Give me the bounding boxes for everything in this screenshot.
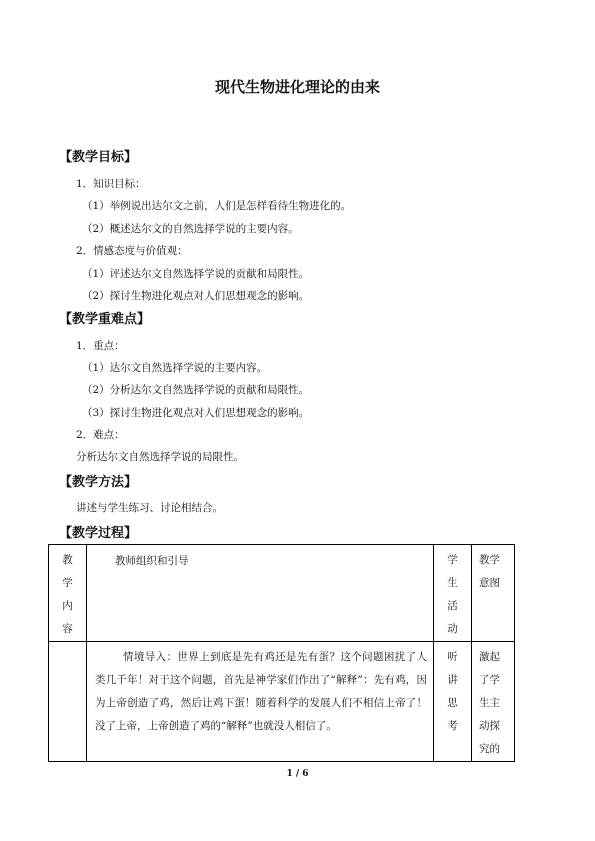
section-heading-methods: 【教学方法】	[59, 475, 138, 490]
key-points-line: 分析达尔文自然选择学说的局限性。	[76, 451, 244, 463]
goals-line: （2）概述达尔文的自然选择学说的主要内容。	[82, 223, 299, 235]
header-cell-intent	[472, 545, 515, 642]
process-table	[48, 544, 515, 762]
document-title: 现代生物进化理论的由来	[214, 78, 380, 96]
section-heading-key-points: 【教学重难点】	[59, 312, 151, 327]
header-cell-content	[49, 545, 87, 642]
row1-guidance-text: 情境导入：世界上到底是先有鸡还是先有蛋？这个问题困扰了人类几千年！对于这个问题，首先是神学家们作出了“解释”：先有鸡，因为上帝创造了鸡，然后让鸡下蛋！随着科学的发展人们不相信上帝了！没了上帝，上帝创造了鸡的“解释”也就没人相信了。	[95, 651, 427, 732]
header-activity-label: 学生活动	[447, 554, 458, 635]
key-points-line: （3）探讨生物进化观点对人们思想观念的影响。	[82, 407, 310, 419]
row1-cell-activity	[434, 642, 472, 762]
goals-line: （1）举例说出达尔文之前，人们是怎样看待生物进化的。	[82, 200, 352, 212]
table-header-row	[49, 545, 515, 642]
key-points-line: （2）分析达尔文自然选择学说的贡献和局限性。	[82, 384, 310, 396]
key-points-line: 2．难点：	[76, 429, 125, 441]
row1-cell-content	[49, 642, 87, 762]
header-intent-label: 教学意图	[479, 554, 500, 589]
key-points-line: （1）达尔文自然选择学说的主要内容。	[82, 362, 268, 374]
row1-intent-text: 激起了学生主动探究的	[479, 651, 500, 755]
header-cell-guidance	[87, 545, 434, 642]
header-cell-activity	[434, 545, 472, 642]
row1-cell-guidance	[87, 642, 434, 762]
row1-activity-text: 听讲思考	[447, 651, 458, 732]
row1-cell-intent	[472, 642, 515, 762]
section-heading-goals: 【教学目标】	[59, 150, 138, 165]
goals-line: 1．知识目标：	[76, 178, 146, 190]
table-row	[49, 642, 515, 762]
section-heading-process: 【教学过程】	[59, 526, 138, 541]
goals-line: （2）探讨生物进化观点对人们思想观念的影响。	[82, 290, 310, 302]
methods-line: 讲述与学生练习、讨论相结合。	[76, 502, 223, 514]
key-points-line: 1．重点：	[76, 340, 125, 352]
header-content-label: 教学内容	[62, 554, 73, 635]
header-guidance-label: 教师组织和引导	[115, 555, 189, 567]
goals-line: （1）评述达尔文自然选择学说的贡献和局限性。	[82, 268, 310, 280]
goals-line: 2．情感态度与价值观：	[76, 245, 188, 257]
page-number: 1 / 6	[286, 769, 309, 779]
